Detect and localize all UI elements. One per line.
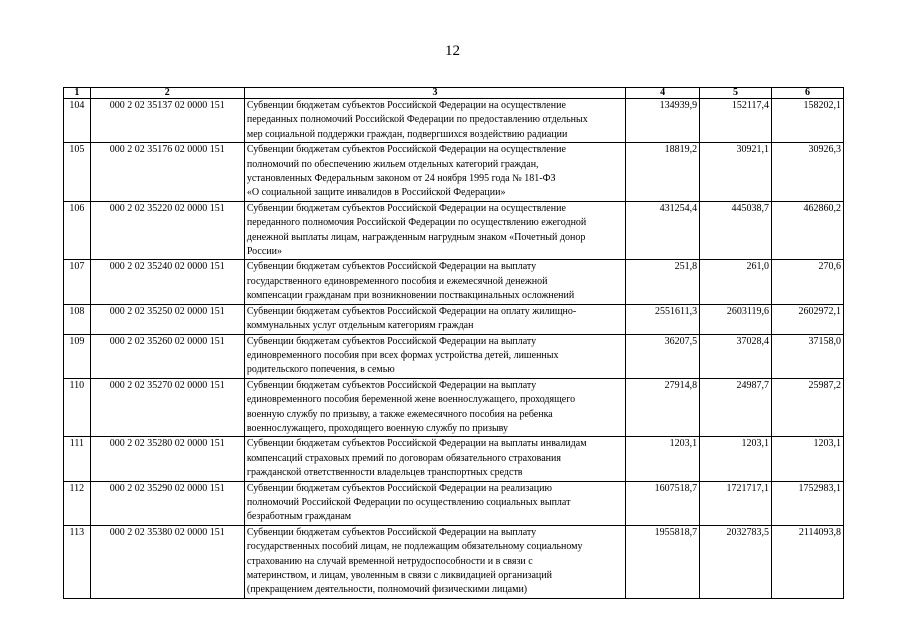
table-row [64,260,844,304]
row-number-cell: 105 [64,143,91,202]
description-cell: Субвенции бюджетам субъектов Российской Федерации на осуществление переданных полномочий Российской Федерации по предоставлению отдельных мер социальной поддержки граждан, подвергшихся воздействию радиации [244,99,625,143]
budget-code-cell: 000 2 02 35280 02 0000 151 [90,437,244,481]
row-number-cell: 104 [64,99,91,143]
value-col5-cell: 24987,7 [700,378,772,437]
column-header: 4 [626,88,700,99]
budget-code-cell: 000 2 02 35270 02 0000 151 [90,378,244,437]
value-col6-cell: 37158,0 [772,334,844,378]
value-col5-cell: 30921,1 [700,143,772,202]
description-cell: Субвенции бюджетам субъектов Российской Федерации на выплату государственных пособий лицам, не подлежащим обязательному социальному страхованию на случай временной нетрудоспособности и в связи с материнством, и лицам, уволенным в связи с ликвидацией организаций (прекращением деятельности, полномочий физическими лицами) [244,525,625,598]
row-number-cell: 106 [64,201,91,260]
value-col5-cell: 2032783,5 [700,525,772,598]
column-header: 2 [90,88,244,99]
column-header: 3 [244,88,625,99]
table-row [64,378,844,437]
description-cell: Субвенции бюджетам субъектов Российской Федерации на осуществление переданного полномочия Российской Федерации по осуществлению ежегодной денежной выплаты лицам, награжденным нагрудным знаком «Почетный донор России» [244,201,625,260]
table-row [64,334,844,378]
table-header-row [64,88,844,99]
description-cell: Субвенции бюджетам субъектов Российской Федерации на выплату единовременного пособия при всех формах устройства детей, лишенных родительского попечения, в семью [244,334,625,378]
value-col4-cell: 1607518,7 [626,481,700,525]
row-number-cell: 108 [64,304,91,334]
row-number-cell: 110 [64,378,91,437]
page-number: 12 [445,43,460,59]
value-col6-cell: 158202,1 [772,99,844,143]
row-number-cell: 113 [64,525,91,598]
value-col4-cell: 431254,4 [626,201,700,260]
value-col4-cell: 134939,9 [626,99,700,143]
value-col6-cell: 25987,2 [772,378,844,437]
budget-code-cell: 000 2 02 35380 02 0000 151 [90,525,244,598]
budget-code-cell: 000 2 02 35250 02 0000 151 [90,304,244,334]
value-col4-cell: 251,8 [626,260,700,304]
value-col6-cell: 2114093,8 [772,525,844,598]
value-col5-cell: 445038,7 [700,201,772,260]
description-cell: Субвенции бюджетам субъектов Российской Федерации на реализацию полномочий Российской Федерации по осуществлению социальных выплат безработным гражданам [244,481,625,525]
column-header: 6 [772,88,844,99]
table-row [64,201,844,260]
table-row [64,525,844,598]
value-col6-cell: 30926,3 [772,143,844,202]
value-col6-cell: 462860,2 [772,201,844,260]
value-col5-cell: 2603119,6 [700,304,772,334]
value-col6-cell: 1203,1 [772,437,844,481]
value-col6-cell: 2602972,1 [772,304,844,334]
description-cell: Субвенции бюджетам субъектов Российской Федерации на выплаты инвалидам компенсаций страховых премий по договорам обязательного страхования гражданской ответственности владельцев транспортных средств [244,437,625,481]
column-header: 5 [700,88,772,99]
budget-code-cell: 000 2 02 35290 02 0000 151 [90,481,244,525]
description-cell: Субвенции бюджетам субъектов Российской Федерации на выплату государственного единовременного пособия и ежемесячной денежной компенсации гражданам при возникновении поствакцинальных осложнений [244,260,625,304]
value-col4-cell: 18819,2 [626,143,700,202]
table-row [64,304,844,334]
row-number-cell: 111 [64,437,91,481]
budget-code-cell: 000 2 02 35220 02 0000 151 [90,201,244,260]
row-number-cell: 109 [64,334,91,378]
value-col5-cell: 37028,4 [700,334,772,378]
table-row [64,99,844,143]
table-row [64,437,844,481]
budget-code-cell: 000 2 02 35240 02 0000 151 [90,260,244,304]
table-row [64,481,844,525]
value-col5-cell: 1203,1 [700,437,772,481]
row-number-cell: 107 [64,260,91,304]
value-col4-cell: 36207,5 [626,334,700,378]
value-col5-cell: 1721717,1 [700,481,772,525]
value-col4-cell: 27914,8 [626,378,700,437]
description-cell: Субвенции бюджетам субъектов Российской Федерации на осуществление полномочий по обеспечению жильем отдельных категорий граждан, установленных Федеральным законом от 24 ноября 1995 года № 181-ФЗ «О социальной защите инвалидов в Российской Федерации» [244,143,625,202]
description-cell: Субвенции бюджетам субъектов Российской Федерации на выплату единовременного пособия беременной жене военнослужащего, проходящего военную службу по призыву, а также ежемесячного пособия на ребенка военнослужащего, проходящего военную службу по призыву [244,378,625,437]
value-col5-cell: 261,0 [700,260,772,304]
value-col4-cell: 1955818,7 [626,525,700,598]
budget-code-cell: 000 2 02 35176 02 0000 151 [90,143,244,202]
budget-code-cell: 000 2 02 35137 02 0000 151 [90,99,244,143]
description-cell: Субвенции бюджетам субъектов Российской Федерации на оплату жилищно- коммунальных услуг отдельным категориям граждан [244,304,625,334]
value-col4-cell: 2551611,3 [626,304,700,334]
value-col6-cell: 1752983,1 [772,481,844,525]
row-number-cell: 112 [64,481,91,525]
value-col5-cell: 152117,4 [700,99,772,143]
column-header: 1 [64,88,91,99]
table-row [64,143,844,202]
value-col6-cell: 270,6 [772,260,844,304]
budget-code-cell: 000 2 02 35260 02 0000 151 [90,334,244,378]
budget-table [63,87,844,599]
value-col4-cell: 1203,1 [626,437,700,481]
